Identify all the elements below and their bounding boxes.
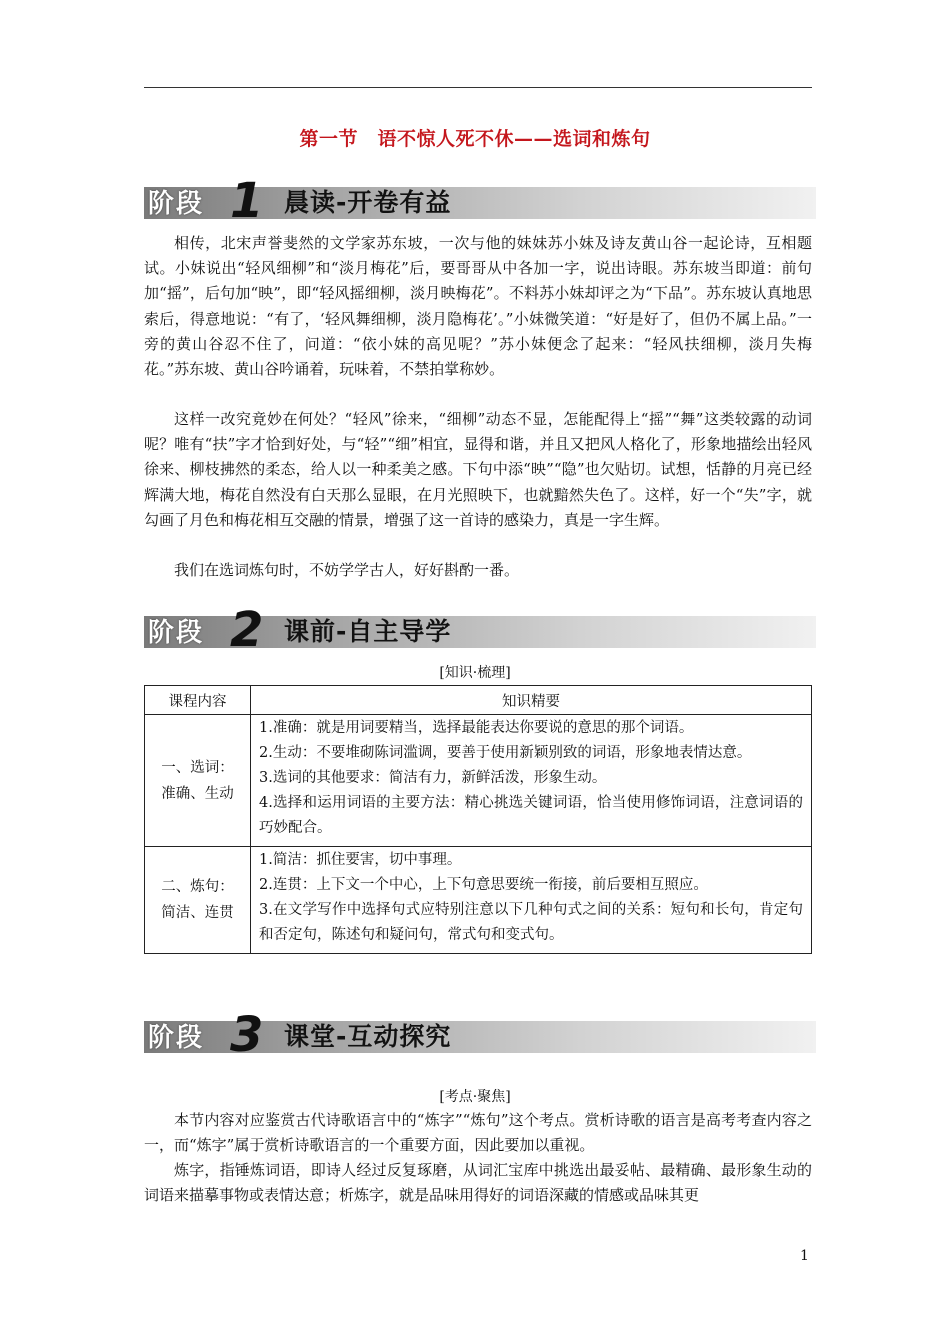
- page-number: 1: [800, 1248, 809, 1264]
- key-line: 简洁、连贯: [161, 905, 234, 921]
- page-title: 第一节 语不惊人死不休——选词和炼句: [299, 128, 651, 150]
- table-content-cell: [251, 847, 812, 954]
- paragraph: 这样一改究竟妙在何处？“轻风”徐来，“细柳”动态不显，怎能配得上“摇”“舞”这类较露的动词呢？唯有“扶”字才恰到好处，与“轻”“细”相宜，显得和谐，并且又把风人格化了，形象地描绘出轻风徐来、柳枝拂然的柔态，给人以一种柔美之感。下句中添“映”“隐”也欠贴切。试想，恬静的月亮已经辉满大地，梅花自然没有白天那么显眼，在月光照映下，也就黯然失色了。这样，好一个“失”字，就勾画了月色和梅花相互交融的情景，增强了这一首诗的感染力，真是一字生辉。: [144, 410, 812, 529]
- key-line: 准确、生动: [161, 785, 234, 802]
- table-key-cell: [145, 715, 251, 847]
- stage-number: 2: [230, 602, 264, 658]
- point-line: 3.选词的其他要求：简洁有力，新鲜活泼，形象生动。: [259, 770, 607, 786]
- point-line: 2.生动：不要堆砌陈词滥调，要善于使用新颖别致的词语，形象地表情达意。: [259, 745, 752, 761]
- knowledge-table: [144, 685, 812, 954]
- table-key-cell: [145, 847, 251, 954]
- table-content-cell: [251, 715, 812, 847]
- table-row: [145, 847, 812, 954]
- point-line: 3.在文学写作中选择句式应特别注意以下几种句式之间的关系：短句和长句，肯定句和否定句，陈述句和疑问句，常式句和变式句。: [259, 902, 803, 943]
- stage-text: 阶段: [148, 189, 205, 219]
- stage1-banner: [144, 173, 816, 229]
- paragraph: 本节内容对应鉴赏古代诗歌语言中的“炼字”“炼句”这个考点。赏析诗歌的语言是高考考查内容之一，而“炼字”属于赏析诗歌语言的一个重要方面，因此要加以重视。: [144, 1111, 812, 1155]
- table-header-row: [145, 686, 812, 715]
- stage-label: 晨读-开卷有益: [284, 188, 452, 217]
- section-label: [考点·聚焦]: [439, 1089, 511, 1105]
- stage3-banner: [144, 1007, 816, 1063]
- point-line: 2.连贯：上下文一个中心，上下句意思要统一衔接，前后要相互照应。: [259, 877, 708, 893]
- point-line: 1.准确：就是用词要精当，选择最能表达你要说的意思的那个词语。: [259, 720, 694, 736]
- paragraph: 我们在选词炼句时，不妨学学古人，好好斟酌一番。: [174, 561, 520, 579]
- key-line: 一、选词：: [161, 759, 234, 776]
- table-row: [145, 715, 812, 847]
- stage-label: 课前-自主导学: [284, 617, 452, 646]
- stage-number: 1: [230, 173, 264, 229]
- stage2-banner: [144, 602, 816, 658]
- table-header: 课程内容: [145, 686, 251, 715]
- header-rule: [144, 87, 812, 88]
- key-line: 二、炼句：: [161, 879, 234, 895]
- paragraph: 炼字，指锤炼词语，即诗人经过反复琢磨，从词汇宝库中挑选出最妥帖、最精确、最形象生动的词语来描摹事物或表情达意；析炼字，就是品味用得好的词语深藏的情感或品味其更: [144, 1161, 812, 1205]
- stage-text: 阶段: [148, 1023, 205, 1053]
- paragraph: 相传，北宋声誉斐然的文学家苏东坡，一次与他的妹妹苏小妹及诗友黄山谷一起论诗，互相题试。小妹说出“轻风细柳”和“淡月梅花”后，要哥哥从中各加一字，说出诗眼。苏东坡当即道：前句加“摇”，后句加“映”，即“轻风摇细柳，淡月映梅花”。不料苏小妹却评之为“下品”。苏东坡认真地思索后，得意地说：“有了，‘轻风舞细柳，淡月隐梅花’。”小妹微笑道：“好是好了，但仍不属上品。”一旁的黄山谷忍不住了，问道：“依小妹的高见呢？”苏小妹便念了起来：“轻风扶细柳，淡月失梅花。”苏东坡、黄山谷吟诵着，玩味着，不禁拍掌称妙。: [144, 234, 812, 379]
- point-line: 4.选择和运用词语的主要方法：精心挑选关键词语，恰当使用修饰词语，注意词语的巧妙配合。: [259, 795, 803, 836]
- point-line: 1.简洁：抓住要害，切中事理。: [259, 852, 462, 868]
- stage-text: 阶段: [148, 618, 205, 648]
- table-header: 知识精要: [251, 686, 812, 715]
- stage-number: 3: [230, 1007, 264, 1063]
- section-label: [知识·梳理]: [439, 665, 511, 681]
- stage-label: 课堂-互动探究: [284, 1022, 452, 1051]
